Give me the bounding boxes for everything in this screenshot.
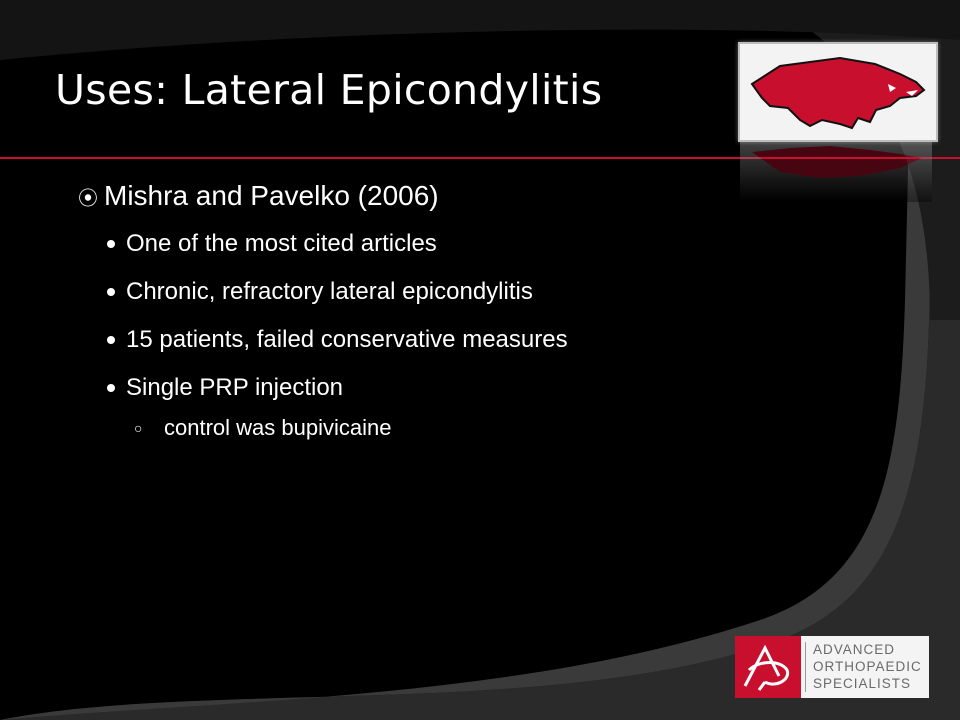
aos-logo-text [813, 641, 922, 692]
target-bullet-icon: ⦿ [78, 187, 98, 210]
bullet-text: 15 patients, failed conservative measures [126, 326, 568, 353]
dot-bullet-icon [107, 288, 115, 296]
aos-logo-mark-icon [735, 636, 801, 698]
bullet-level-3 [134, 408, 568, 448]
bullet-text: Single PRP injection [126, 374, 344, 401]
bullet-level-2 [107, 220, 568, 268]
aos-line-3: SPECIALISTS [813, 676, 912, 691]
bullet-text: Mishra and Pavelko (2006) [104, 180, 439, 211]
dot-bullet-icon [107, 240, 115, 248]
dot-bullet-icon [107, 384, 115, 392]
bullet-level-2 [107, 268, 568, 316]
aos-line-2: ORTHOPAEDIC [813, 659, 922, 674]
aos-logo-divider [805, 642, 806, 692]
ring-bullet-icon: ○ [134, 420, 143, 436]
bullet-text: control was bupivicaine [164, 415, 392, 440]
bullet-level-1 [78, 180, 568, 212]
aos-logo [735, 636, 929, 698]
slide-title: Uses: Lateral Epicondylitis [55, 66, 603, 114]
hog-logo-reflection [740, 142, 932, 202]
razorback-hog-logo [738, 42, 938, 142]
bullet-text: Chronic, refractory lateral epicondylitis [126, 278, 533, 305]
aos-line-1: ADVANCED [813, 642, 896, 657]
bullet-level-2 [107, 364, 568, 412]
dot-bullet-icon [107, 336, 115, 344]
bullet-text: One of the most cited articles [126, 230, 437, 257]
razorback-hog-icon [740, 44, 936, 140]
slide-content [78, 172, 568, 448]
bullet-level-2 [107, 316, 568, 364]
